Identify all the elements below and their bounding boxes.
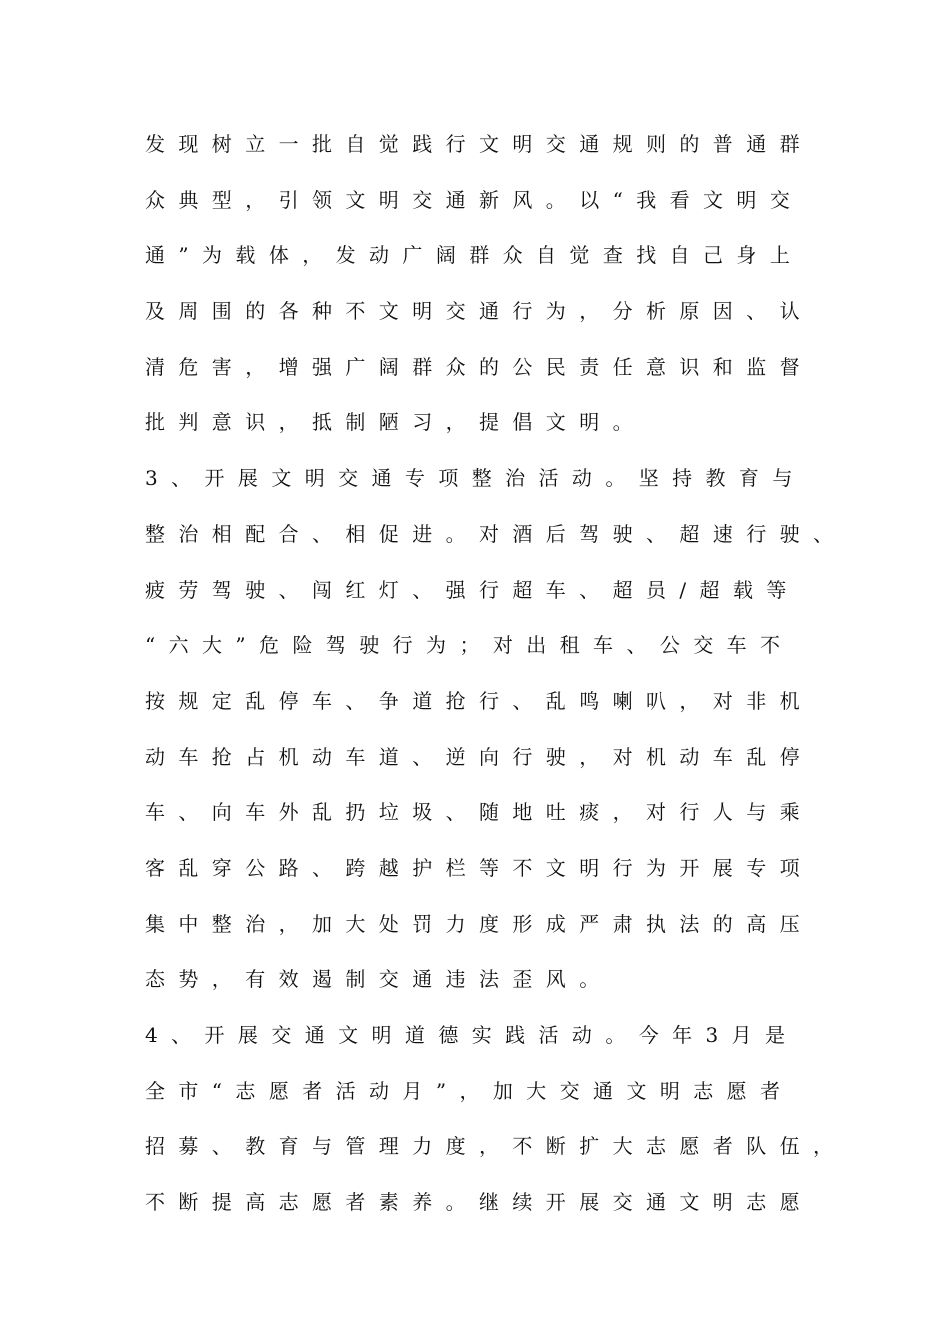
text-line: 按规定乱停车、争道抢行、乱鸣喇叭，对非机 xyxy=(145,688,813,713)
text-line: 招募、教育与管理力度，不断扩大志愿者队伍， xyxy=(145,1134,847,1159)
text-line: 不断提高志愿者素养。继续开展交通文明志愿 xyxy=(145,1190,813,1215)
text-line: 疲劳驾驶、闯红灯、强行超车、超员/超载等 xyxy=(145,577,800,602)
text-line: 及周围的各种不文明交通行为，分析原因、认 xyxy=(145,299,813,324)
text-line: 客乱穿公路、跨越护栏等不文明行为开展专项 xyxy=(145,855,813,880)
text-line: “六大”危险驾驶行为；对出租车、公交车不 xyxy=(145,633,794,658)
text-line: 全市“志愿者活动月”，加大交通文明志愿者 xyxy=(145,1078,794,1103)
body-text xyxy=(145,122,865,1236)
text-line: 车、向车外乱扔垃圾、随地吐痰，对行人与乘 xyxy=(145,800,813,825)
text-line: 集中整治，加大处罚力度形成严肃执法的高压 xyxy=(145,911,813,936)
text-line: 通”为载体，发动广阔群众自觉查找自己身上 xyxy=(145,243,804,268)
text-line: 整治相配合、相促进。对酒后驾驶、超速行驶、 xyxy=(145,521,847,546)
text-line: 4、开展交通文明道德实践活动。今年3月是 xyxy=(145,1023,799,1047)
text-line: 3、开展文明交通专项整治活动。坚持教育与 xyxy=(145,466,806,491)
text-line: 众典型，引领文明交通新风。以“我看文明交 xyxy=(145,187,804,212)
text-line: 批判意识，抵制陋习，提倡文明。 xyxy=(145,410,646,435)
text-line: 态势，有效遏制交通违法歪风。 xyxy=(145,967,613,992)
text-line: 发现树立一批自觉践行文明交通规则的普通群 xyxy=(145,132,813,156)
text-line: 清危害，增强广阔群众的公民责任意识和监督 xyxy=(145,354,813,379)
text-line: 动车抢占机动车道、逆向行驶，对机动车乱停 xyxy=(145,744,813,769)
